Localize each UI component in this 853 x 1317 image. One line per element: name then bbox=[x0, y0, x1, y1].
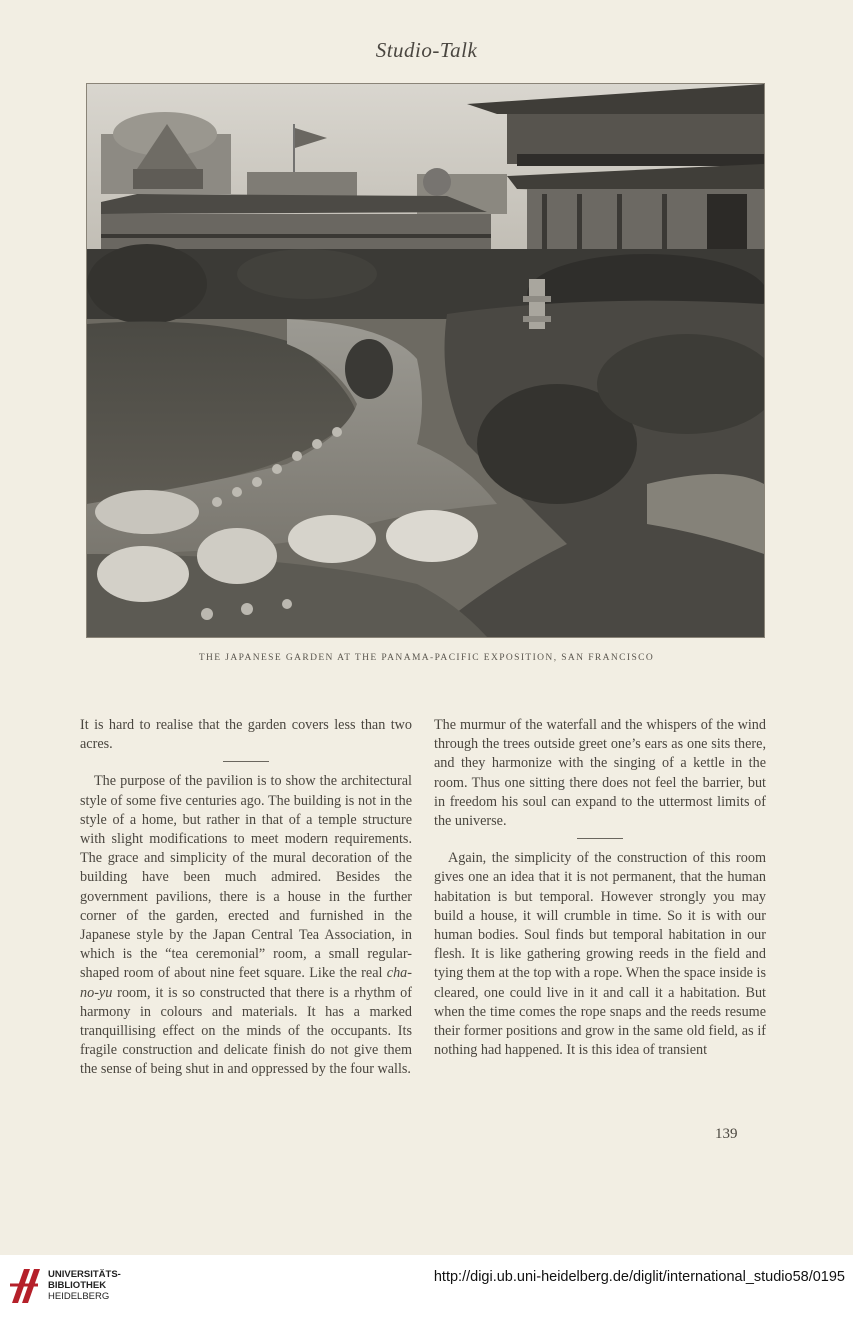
source-url-link[interactable]: http://digi.ub.uni-heidelberg.de/diglit/international_studio58/0195 bbox=[433, 1269, 845, 1285]
running-head: Studio-Talk bbox=[375, 38, 478, 62]
left-paragraph-2-text-a: The purpose of the pavilion is to show the architectural style of some five centuries ago. The building is not in the style of a home, but rather in that of a temple structure with slight modifications to meet modern requirements. The grace and simplicity of the mural decoration of the building have been much admired. Besides the government pavilions, there is a house in the further corner of the garden, erected and furnished in the Japanese style by the Japan Central Tea Association, in which is the “tea ceremonial” room, a small regular-shaped room of about nine feet square. Like the real bbox=[80, 773, 412, 982]
library-name-line-3: HEIDELBERG bbox=[48, 1291, 110, 1302]
right-paragraph-2: Again, the simplicity of the construction of this room gives one an idea that it is not permanent, that the human habitation is but temporal. However strongly you may build a house, it will crumble in time. So it is with our human bodies. Soul finds but temporal habitation in our flesh. It is like gathering growing reeds in the field and tying them at the top with a rope. When the space inside is cleared, one could live in it and call it a habitation. But when the time comes the rope snaps and the reeds resume their former positions and grow in the same old field, as if nothing had happened. It is this idea of transient bbox=[434, 850, 766, 1059]
library-logo-icon bbox=[8, 1263, 42, 1307]
left-column bbox=[80, 716, 412, 1080]
page-number: 139 bbox=[715, 1126, 738, 1142]
library-name bbox=[48, 1269, 121, 1302]
left-paragraph-2 bbox=[80, 772, 412, 1079]
left-paragraph-1: It is hard to realise that the garden covers less than two acres. bbox=[80, 717, 412, 753]
cha-no-yu-term: cha-no-yu bbox=[80, 965, 412, 1001]
right-paragraph-1: The murmur of the waterfall and the whispers of the wind through the trees outside greet one’s ears as one sits there, and they harmonize with the singing of a kettle in the room. Thus one sitting there does not feel the barrier, but in freedom his soul can expand to the uttermost limits of the universe. bbox=[434, 717, 766, 830]
figure-caption: THE JAPANESE GARDEN AT THE PANAMA-PACIFIC EXPOSITION, SAN FRANCISCO bbox=[198, 653, 655, 663]
garden-photograph bbox=[86, 83, 765, 638]
library-name-line-2: BIBLIOTHEK bbox=[48, 1280, 107, 1291]
right-column bbox=[434, 716, 766, 1060]
section-rule bbox=[577, 838, 623, 839]
library-name-line-1: UNIVERSITÄTS- bbox=[48, 1269, 121, 1280]
digitization-footer bbox=[0, 1255, 853, 1317]
left-paragraph-2-text-b: room, it is so constructed that there is a rhythm of harmony in colours and materials. It has a marked tranquillising effect on the minds of the occupants. Its fragile construction and delicate finish do not give them the sense of being shut in and oppressed by the four walls. bbox=[80, 984, 412, 1078]
section-rule bbox=[223, 761, 269, 762]
